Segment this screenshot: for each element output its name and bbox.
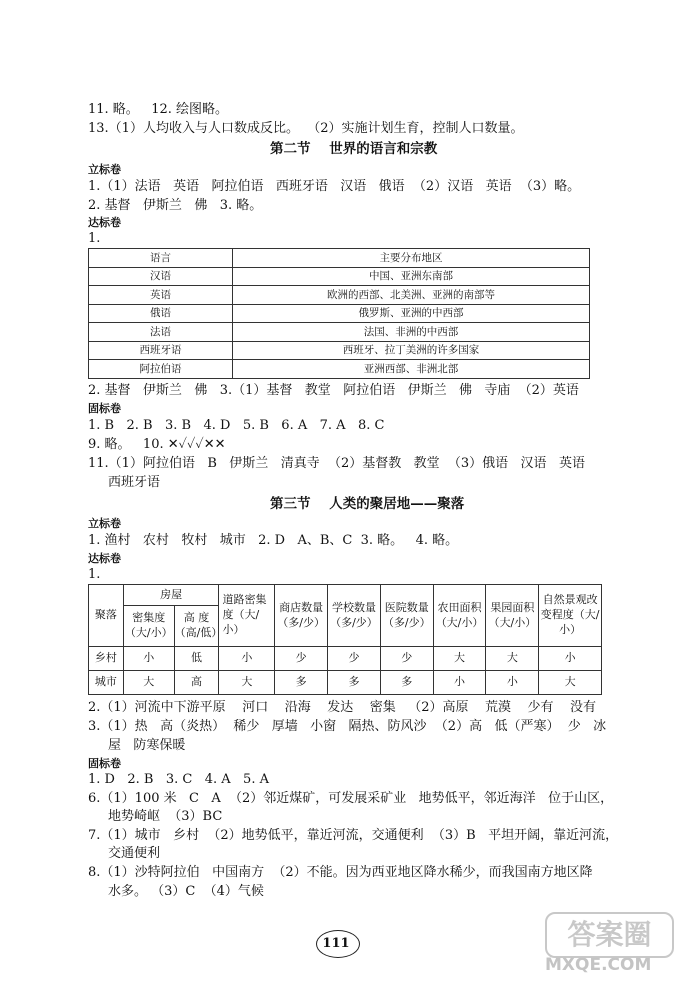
- table-cell: 阿拉伯语: [89, 360, 233, 379]
- table-cell: 小: [219, 647, 275, 671]
- table-cell: 低: [174, 647, 219, 671]
- table-cell: 英语: [89, 286, 233, 305]
- answer-line: 西班牙语: [108, 475, 161, 490]
- table-header-cell: 主要分布地区: [233, 249, 590, 268]
- table-cell: 多: [328, 671, 381, 695]
- answer-line: 地势崎岖 （3）BC: [108, 809, 223, 824]
- table-row: [89, 647, 602, 671]
- answer-line: 1.: [88, 231, 101, 246]
- table-row: [89, 360, 590, 379]
- section-label: 立标卷: [88, 517, 121, 530]
- settlement-comparison-table: [88, 584, 602, 695]
- table-header-cell: 农田面积（大/小）: [433, 585, 486, 647]
- table-header-cell: 自然景观改变程度（大/小）: [539, 585, 602, 647]
- table-row: [89, 304, 590, 323]
- answer-line: 13.（1）人均收入与人口数成反比。 （2）实施计划生育，控制人口数量。: [88, 121, 524, 136]
- answer-line: 1. 渔村 农村 牧村 城市 2. D A、B、C 3. 略。 4. 略。: [88, 533, 459, 548]
- answer-line: 1.: [88, 567, 101, 582]
- table-row: [89, 286, 590, 305]
- table-row: [89, 323, 590, 342]
- table-cell: 高: [174, 671, 219, 695]
- answer-line: 2. 基督 伊斯兰 佛 3.（1）基督 教堂 阿拉伯语 伊斯兰 佛 寺庙 （2）英语: [88, 383, 579, 398]
- page-number: 111: [322, 936, 350, 951]
- table-cell: 小: [486, 671, 539, 695]
- answer-line: 2.（1）河流中下游平原 河口 沿海 发达 密集 （2）高原 荒漠 少有 没有: [88, 700, 597, 715]
- table-header-cell: 高 度（高/低）: [174, 606, 219, 647]
- answer-line: 屋 防寒保暖: [108, 738, 186, 753]
- table-cell: 小: [433, 671, 486, 695]
- section-label: 立标卷: [88, 163, 121, 176]
- table-header-cell: 商店数量（多/少）: [275, 585, 328, 647]
- answer-line: 1. D 2. B 3. C 4. A 5. A: [88, 772, 269, 787]
- section-label: 达标卷: [88, 552, 121, 565]
- table-header-cell: 聚落: [89, 585, 124, 647]
- table-cell: 少: [380, 647, 433, 671]
- table-header-cell: 房屋: [123, 585, 219, 606]
- table-cell: 中国、亚洲东南部: [233, 267, 590, 286]
- table-row: [89, 671, 602, 695]
- answer-line: 水多。 （3）C （4）气候: [108, 884, 264, 899]
- table-row: [89, 267, 590, 286]
- answer-line: 3.（1）热 高（炎热） 稀少 厚墙 小窗 隔热、防风沙 （2）高 低（严寒） 少 冰: [88, 719, 607, 734]
- language-distribution-table: [88, 248, 590, 379]
- answer-line: 1.（1）法语 英语 阿拉伯语 西班牙语 汉语 俄语 （2）汉语 英语 （3）略。: [88, 179, 581, 194]
- table-cell: 小: [539, 647, 602, 671]
- table-header-cell: 道路密集度（大/小）: [219, 585, 275, 647]
- table-cell: 大: [219, 671, 275, 695]
- table-cell: 少: [275, 647, 328, 671]
- table-cell: 大: [486, 647, 539, 671]
- answer-line: 9. 略。 10. ✕✓✓✓✕✕: [88, 437, 226, 452]
- table-header-cell: 医院数量（多/少）: [380, 585, 433, 647]
- table-cell: 亚洲西部、非洲北部: [233, 360, 590, 379]
- table-cell: 大: [123, 671, 174, 695]
- table-header-cell: 语言: [89, 249, 233, 268]
- table-cell: 多: [380, 671, 433, 695]
- answer-line: 交通便利: [108, 846, 161, 861]
- table-cell: 俄罗斯、亚洲的中西部: [233, 304, 590, 323]
- table-header-cell: 学校数量（多/少）: [328, 585, 381, 647]
- section-title: 第三节 人类的聚居地——聚落: [270, 496, 465, 512]
- section-label: 固标卷: [88, 402, 121, 415]
- table-cell: 俄语: [89, 304, 233, 323]
- section-title: 第二节 世界的语言和宗教: [270, 141, 438, 157]
- section-label: 固标卷: [88, 757, 121, 770]
- table-row: [89, 341, 590, 360]
- table-cell: 西班牙语: [89, 341, 233, 360]
- table-cell: 大: [539, 671, 602, 695]
- table-header-row: [89, 249, 590, 268]
- answer-line: 1. B 2. B 3. B 4. D 5. B 6. A 7. A 8. C: [88, 418, 385, 433]
- answer-line: 7.（1）城市 乡村 （2）地势低平，靠近河流，交通便利 （3）B 平坦开阔，靠近河流，: [88, 828, 619, 843]
- table-cell: 少: [328, 647, 381, 671]
- table-cell: 欧洲的西部、北美洲、亚洲的南部等: [233, 286, 590, 305]
- table-cell: 多: [275, 671, 328, 695]
- section-label: 达标卷: [88, 216, 121, 229]
- answer-line: 11.（1）阿拉伯语 B 伊斯兰 清真寺 （2）基督教 教堂 （3）俄语 汉语 英语: [88, 456, 585, 471]
- table-header-cell: 密集度（大/小）: [123, 606, 174, 647]
- watermark-url: MXQE.COM: [545, 955, 652, 975]
- table-cell: 西班牙、拉丁美洲的许多国家: [233, 341, 590, 360]
- table-cell: 汉语: [89, 267, 233, 286]
- table-header-cell: 果园面积（大/小）: [486, 585, 539, 647]
- table-cell: 小: [123, 647, 174, 671]
- answer-line: 6.（1）100 米 C A （2）邻近煤矿，可发展采矿业 地势低平，邻近海洋 位于山区，: [88, 791, 614, 806]
- table-cell: 法国、非洲的中西部: [233, 323, 590, 342]
- answer-line: 11. 略。 12. 绘图略。: [88, 102, 229, 117]
- table-header-row: [89, 585, 602, 606]
- watermark-logo: 答案圈: [545, 912, 674, 958]
- table-cell: 大: [433, 647, 486, 671]
- table-cell: 法语: [89, 323, 233, 342]
- answer-line: 2. 基督 伊斯兰 佛 3. 略。: [88, 198, 263, 213]
- answer-line: 8.（1）沙特阿拉伯 中国南方 （2）不能。因为西亚地区降水稀少，而我国南方地区降: [88, 865, 593, 880]
- table-cell: 城市: [89, 671, 124, 695]
- table-cell: 乡村: [89, 647, 124, 671]
